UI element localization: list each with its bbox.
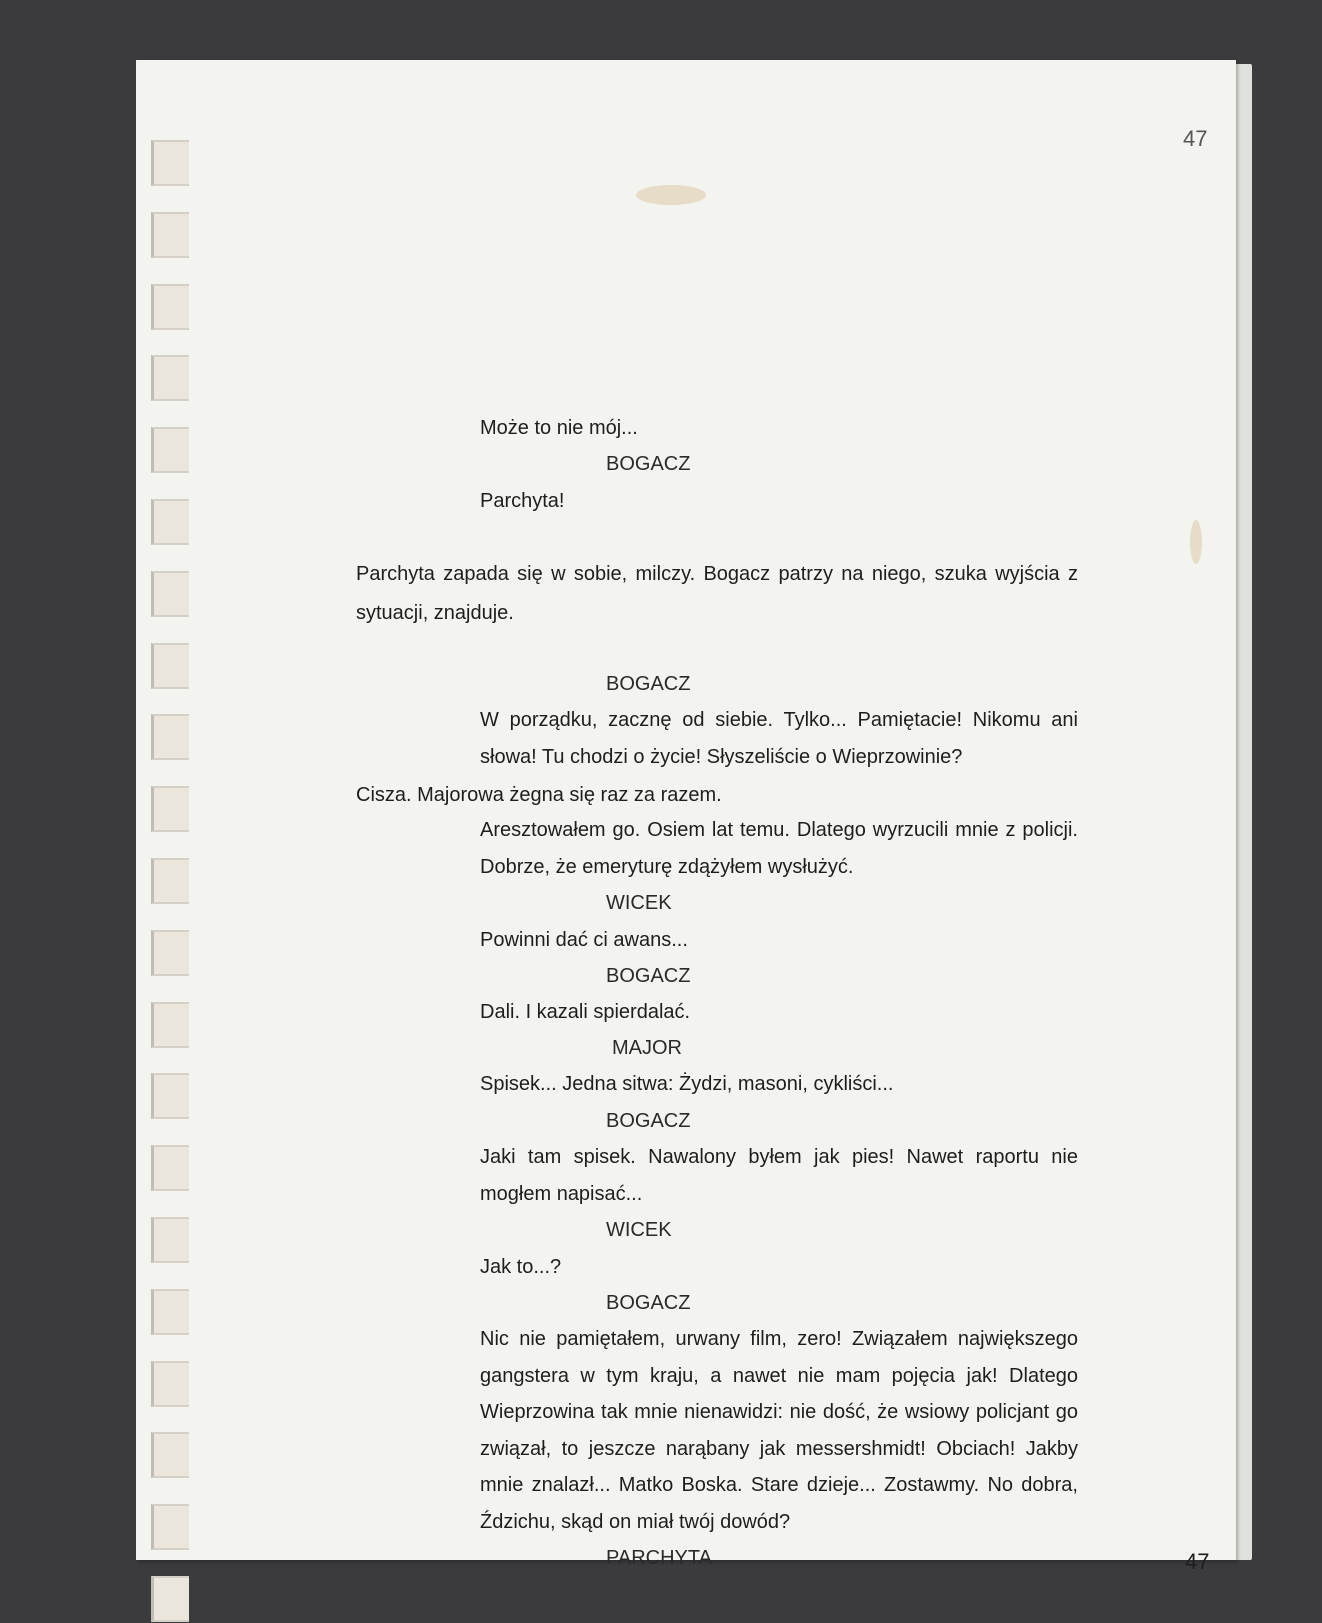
binding-ring: [151, 1504, 189, 1550]
binding-ring: [151, 355, 189, 401]
binding-ring: [151, 571, 189, 617]
binding-ring: [151, 1361, 189, 1407]
dialogue-line: Jak to...?: [480, 1256, 562, 1278]
stage-direction: Parchyta zapada się w sobie, milczy. Bogacz patrzy na niego, szuka wyjścia z sytuacji, znajduje.: [356, 563, 1078, 624]
binding-ring: [151, 1002, 189, 1048]
character-name: BOGACZ: [606, 965, 691, 987]
dialogue-line: Jaki tam spisek. Nawalony byłem jak pies! Nawet raportu nie mogłem napisać...: [480, 1146, 1078, 1205]
dialogue-line: Nic nie pamiętałem, urwany film, zero! Związałem największego gangstera w tym kraju, a nawet nie mam pojęcia jak! Dlatego Wieprzowina tak mnie nienawidzi: nie dość, że wsiowy policjant go związał, to jeszcze narąbany jak messershmidt! Obciach! Jakby mnie znalazł... Matko Boska. Stare dzieje... Zostawmy. No dobra, Ździchu, skąd on miał twój dowód?: [480, 1328, 1078, 1533]
binding-ring: [151, 212, 189, 258]
character-name: WICEK: [606, 1219, 672, 1241]
dialogue-line: Aresztowałem go. Osiem lat temu. Dlatego wyrzucili mnie z policji. Dobrze, że emeryturę zdążyłem wysłużyć.: [480, 819, 1078, 878]
paper-stain: [636, 185, 706, 205]
binding-ring: [151, 284, 189, 330]
binding-ring: [151, 1432, 189, 1478]
dialogue-line: Spisek... Jedna sitwa: Żydzi, masoni, cykliści...: [480, 1073, 894, 1095]
binding-ring: [151, 786, 189, 832]
paper-stain: [1190, 520, 1202, 564]
character-name: BOGACZ: [606, 453, 691, 475]
dialogue-line: Parchyta!: [480, 490, 565, 512]
dialogue-line: Powinni dać ci awans...: [480, 929, 688, 951]
spiral-binding: [145, 65, 190, 1555]
binding-ring: [151, 1289, 189, 1335]
dialogue-line: Dali. I kazali spierdalać.: [480, 1001, 691, 1023]
character-name: BOGACZ: [606, 1292, 691, 1314]
binding-ring: [151, 858, 189, 904]
character-name: BOGACZ: [606, 673, 691, 695]
character-name: BOGACZ: [606, 1110, 691, 1132]
binding-ring: [151, 714, 189, 760]
binding-ring: [151, 140, 189, 186]
character-name: WICEK: [606, 892, 672, 914]
binding-ring: [151, 427, 189, 473]
dialogue-line: W porządku, zacznę od siebie. Tylko... Pamiętacie! Nikomu ani słowa! Tu chodzi o życie! Słyszeliście o Wieprzowinie?: [480, 709, 1078, 768]
binding-ring: [151, 1073, 189, 1119]
character-name: PARCHYTA: [606, 1547, 712, 1569]
page-number: 47: [1185, 1549, 1210, 1574]
dialogue-line: Może to nie mój...: [480, 417, 638, 439]
binding-ring: [151, 1145, 189, 1191]
header-page-fragment: 47: [1183, 126, 1208, 151]
binding-ring: [151, 1576, 189, 1622]
binding-ring: [151, 1217, 189, 1263]
binding-ring: [151, 499, 189, 545]
character-name: MAJOR: [612, 1037, 682, 1059]
stage-direction: Cisza. Majorowa żegna się raz za razem.: [356, 784, 722, 806]
binding-ring: [151, 643, 189, 689]
binding-ring: [151, 930, 189, 976]
